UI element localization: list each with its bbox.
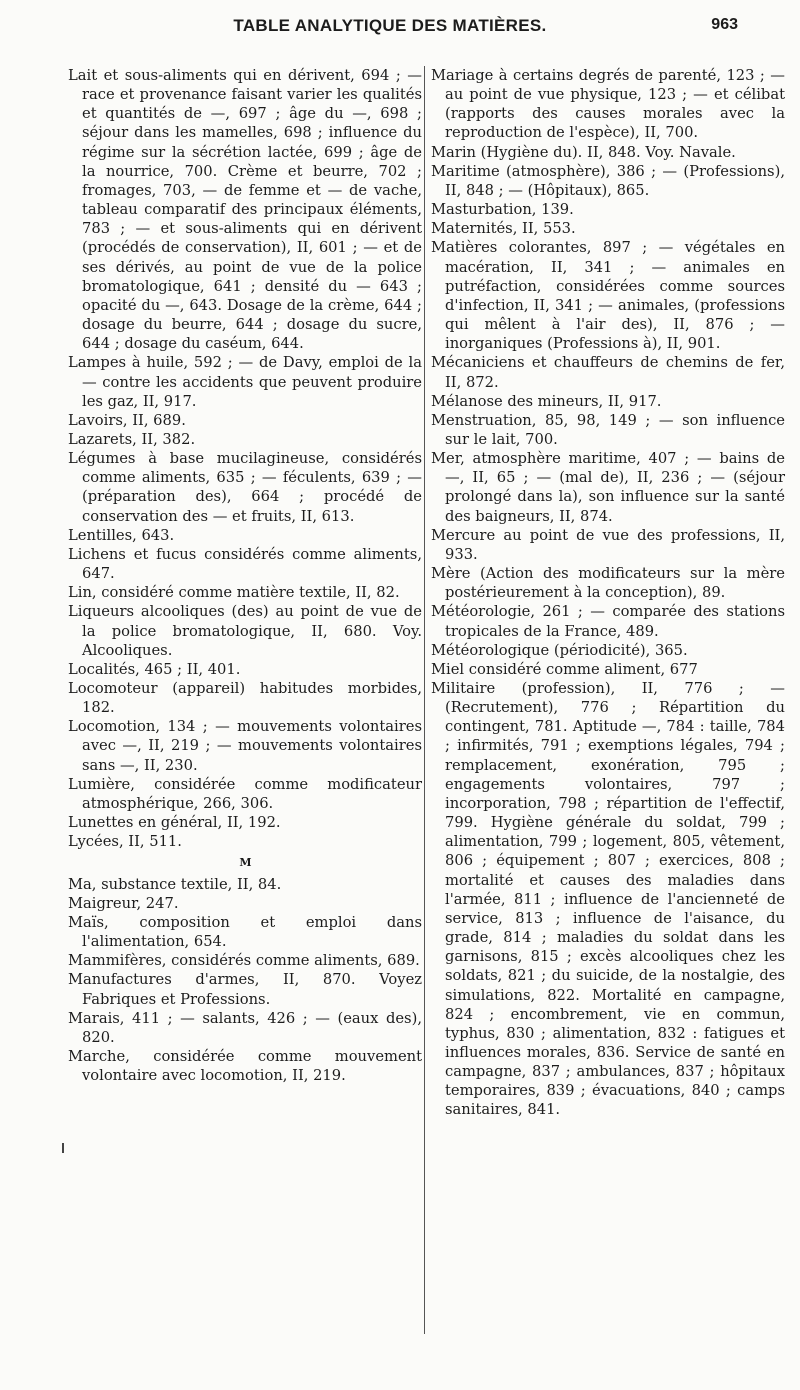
right-column <box>431 66 785 1120</box>
index-entry: Lait et sous-aliments qui en dérivent, 694 ; — race et provenance faisant varier les qualités et quantités de —, 697 ; âge du —, 698 ; séjour dans les mamelles, 698 ; influence du régime sur la sécrétion lactée, 699 ; âge de la nourrice, 700. Crème et beurre, 702 ; fromages, 703, — de femme et — de vache, tableau comparatif des principaux éléments, 783 ; — et sous-aliments qui en dérivent (procédés de conservation), II, 601 ; — et de ses dérivés, au point de vue de la police bromatologique, 641 ; densité du — 643 ; opacité du —, 643. Dosage de la crème, 644 ; dosage du beurre, 644 ; dosage du sucre, 644 ; dosage du caséum, 644. <box>68 67 422 353</box>
section-letter: M <box>239 856 251 870</box>
index-entry: Lentilles, 643. <box>68 526 175 544</box>
index-entry: Miel considéré comme aliment, 677 <box>431 660 698 678</box>
index-entry: Lin, considéré comme matière textile, II, 82. <box>68 584 400 602</box>
index-entry: Locomoteur (appareil) habitudes morbides, 182. <box>68 680 422 717</box>
index-entry: Mélanose des mineurs, II, 917. <box>431 392 662 410</box>
index-entry: Lumière, considérée comme modificateur atmosphérique, 266, 306. <box>68 775 422 812</box>
page-title: TABLE ANALYTIQUE DES MATIÈRES. <box>233 16 547 35</box>
index-entry: Lavoirs, II, 689. <box>68 411 186 429</box>
index-entry: Légumes à base mucilagineuse, considérés comme aliments, 635 ; — féculents, 639 ; — (préparation des), 664 ; procédé de conservation des — et fruits, II, 613. <box>68 450 422 525</box>
index-entry: Mécaniciens et chauffeurs de chemins de fer, II, 872. <box>431 354 785 391</box>
left-column <box>68 66 422 1085</box>
index-entry: Lazarets, II, 382. <box>68 430 196 448</box>
index-entry: Menstruation, 85, 98, 149 ; — son influence sur le lait, 700. <box>431 411 785 448</box>
index-entry: Liqueurs alcooliques (des) au point de vue de la police bromatologique, II, 680. Voy. Alcooliques. <box>68 603 422 659</box>
index-entry: Lampes à huile, 592 ; — de Davy, emploi de la — contre les accidents que peuvent produire les gaz, II, 917. <box>68 354 422 410</box>
index-entry: Maternités, II, 553. <box>431 220 576 238</box>
index-entry: Locomotion, 134 ; — mouvements volontaires avec —, II, 219 ; — mouvements volontaires sans —, II, 230. <box>68 718 422 774</box>
index-entry: Maigreur, 247. <box>68 894 179 912</box>
index-entry: Localités, 465 ; II, 401. <box>68 660 241 678</box>
index-entry: Ma, substance textile, II, 84. <box>68 875 282 893</box>
index-entry: Météorologie, 261 ; — comparée des stations tropicales de la France, 489. <box>431 603 785 640</box>
column-divider <box>424 66 425 1334</box>
index-entry: Lycées, II, 511. <box>68 833 182 851</box>
index-entry: Météorologique (périodicité), 365. <box>431 641 688 659</box>
page-header <box>0 16 800 44</box>
index-entry: Mammifères, considérés comme aliments, 689. <box>68 952 420 970</box>
index-entry: Maïs, composition et emploi dans l'alimentation, 654. <box>68 913 422 951</box>
index-entry: Manufactures d'armes, II, 870. Voyez Fabriques et Professions. <box>68 971 422 1008</box>
index-entry: Mère (Action des modificateurs sur la mère postérieurement à la conception), 89. <box>431 565 785 602</box>
margin-mark <box>62 1143 64 1153</box>
index-entry: Mariage à certains degrés de parenté, 123 ; — au point de vue physique, 123 ; — et célibat (rapports des causes morales avec la reproduction de l'espèce), II, 700. <box>431 67 785 142</box>
page-number: 963 <box>711 16 738 33</box>
index-entry: Marais, 411 ; — salants, 426 ; — (eaux des), 820. <box>68 1009 422 1046</box>
index-entry: Matières colorantes, 897 ; — végétales en macération, II, 341 ; — animales en putréfaction, considérées comme sources d'infection, II, 341 ; — animales, (professions qui mêlent à l'air des), II, 876 ; — inorganiques (Professions à), II, 901. <box>431 239 785 353</box>
index-entry: Militaire (profession), II, 776 ; — (Recrutement), 776 ; Répartition du contingent, 781. Aptitude —, 784 : taille, 784 ; infirmités, 791 ; exemptions légales, 794 ; remplacement, exonération, 795 ; engagements volontaires, 797 ; incorporation, 798 ; répartition de l'effectif, 799. Hygiène générale du soldat, 799 ; alimentation, 799 ; logement, 805, vêtement, 806 ; équipement ; 807 ; exercices, 808 ; mortalité et causes des maladies dans l'armée, 811 ; influence de l'ancienneté de service, 813 ; influence de l'aisance, du grade, 814 ; maladies du soldat dans les garnisons, 815 ; excès alcooliques chez les soldats, 821 ; du suicide, de la nostalgie, des simulations, 822. Mortalité en campagne, 824 ; encombrement, vie en commun, typhus, 830 ; alimentation, 832 : fatigues et influences morales, 836. Service de santé en campagne, 837 ; ambulances, 837 ; hôpitaux temporaires, 839 ; évacuations, 840 ; camps sanitaires, 841. <box>431 680 785 1119</box>
index-entry: Lunettes en général, II, 192. <box>68 814 281 832</box>
index-entry: Marche, considérée comme mouvement volontaire avec locomotion, II, 219. <box>68 1047 422 1085</box>
index-entry: Marin (Hygiène du). II, 848. Voy. Navale. <box>431 143 736 161</box>
index-entry: Maritime (atmosphère), 386 ; — (Professions), II, 848 ; — (Hôpitaux), 865. <box>431 162 785 199</box>
index-entry: Masturbation, 139. <box>431 201 574 219</box>
index-entry: Lichens et fucus considérés comme aliments, 647. <box>68 545 422 583</box>
index-entry: Mer, atmosphère maritime, 407 ; — bains de —, II, 65 ; — (mal de), II, 236 ; — (séjour prolongé dans la), son influence sur la santé des baigneurs, II, 874. <box>431 450 785 525</box>
index-entry: Mercure au point de vue des professions, II, 933. <box>431 526 785 563</box>
